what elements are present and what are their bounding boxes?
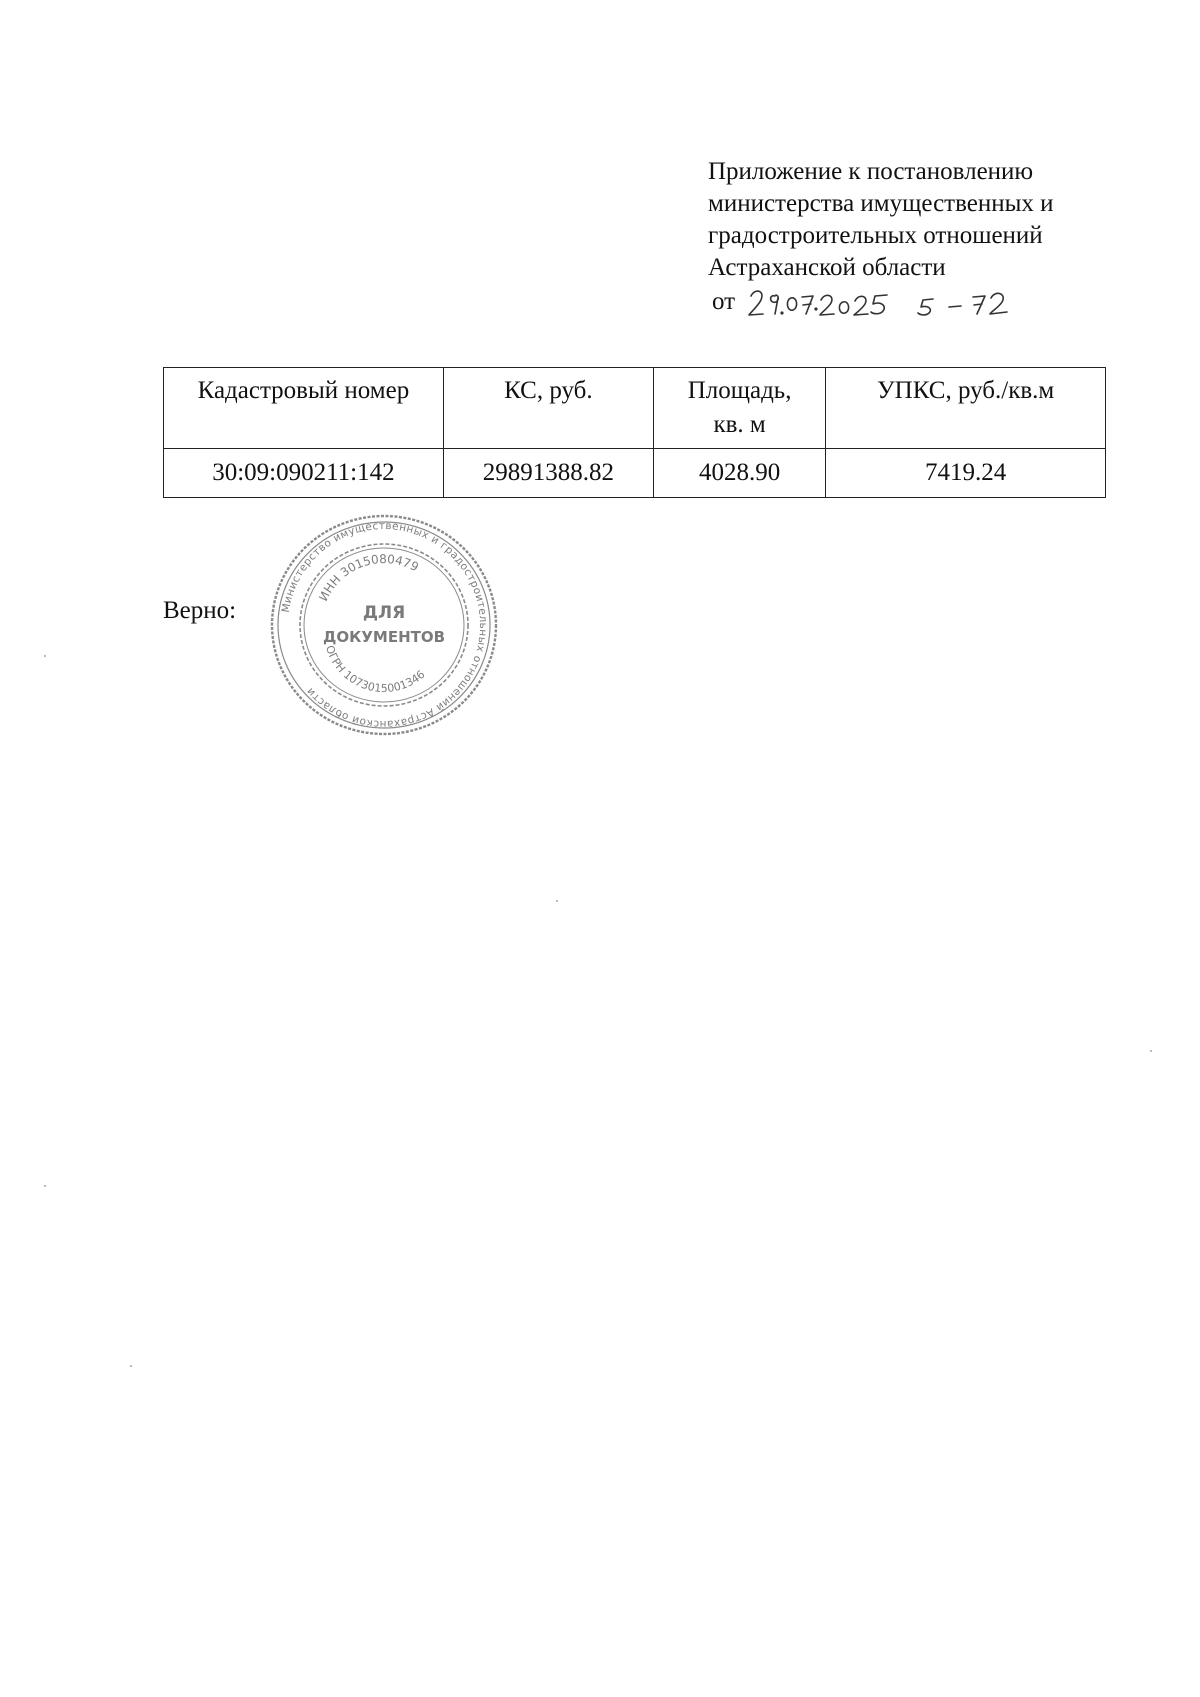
handwritten-date-signature (745, 282, 1045, 322)
scan-speck (44, 1185, 46, 1187)
seal-center-line-1: ДЛЯ (362, 603, 406, 623)
appendix-header-line-3: градостроительных отношений (708, 222, 1043, 249)
verification-label: Верно: (163, 597, 237, 624)
date-prefix: от (712, 288, 736, 315)
seal-center-line-2: ДОКУМЕНТОВ (322, 628, 446, 646)
header-cadastral-number: Кадастровый номер (164, 368, 444, 449)
cadastral-value-table (163, 367, 1106, 498)
cell-specific-value: 7419.24 (826, 449, 1106, 498)
official-seal-stamp (268, 512, 500, 738)
cell-cadastral-value: 29891388.82 (443, 449, 653, 498)
scan-speck (44, 655, 46, 657)
cell-cadastral-number: 30:09:090211:142 (164, 449, 444, 498)
scan-speck (1150, 1050, 1152, 1052)
scan-speck (556, 900, 558, 902)
cell-area: 4028.90 (653, 449, 825, 498)
table-row (164, 449, 1106, 498)
header-cadastral-value: КС, руб. (443, 368, 653, 449)
seal-ogrn-text: ОГРН 1073015001346 (322, 643, 428, 696)
header-area: Площадь, кв. м (653, 368, 825, 449)
resolution-date-line (712, 282, 1045, 322)
table-header-row (164, 368, 1106, 449)
appendix-header (708, 156, 1128, 284)
header-specific-value: УПКС, руб./кв.м (826, 368, 1106, 449)
appendix-header-line-4: Астраханской области (708, 254, 946, 281)
appendix-header-line-2: министерства имущественных и (708, 190, 1054, 217)
seal-outer-text: Министерство имущественных и градостроительных отношений Астраханской области (279, 519, 490, 731)
appendix-header-line-1: Приложение к постановлению (708, 158, 1034, 185)
scan-speck (130, 1365, 132, 1367)
seal-inn-text: ИНН 3015080479 (316, 551, 421, 604)
